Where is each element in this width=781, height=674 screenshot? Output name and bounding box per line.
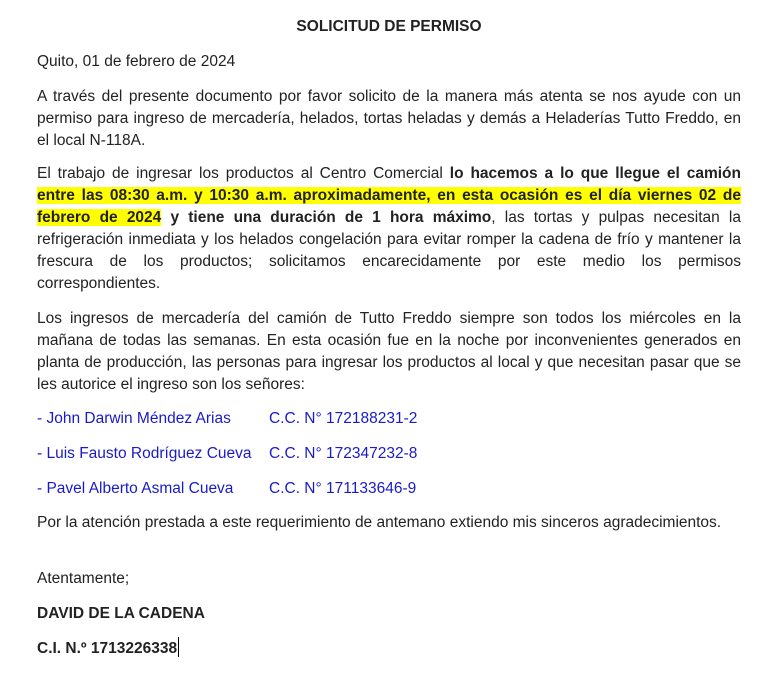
date-line: Quito, 01 de febrero de 2024 <box>37 53 236 70</box>
closing-line: Atentamente; <box>37 570 130 587</box>
person-id: C.C. N° 172347232-8 <box>269 445 418 462</box>
text-cursor <box>178 637 179 657</box>
schedule-text-rest: , las tortas y pulpas necesitan la refrigeración inmediata y los helados congelación para evitar romper la cadena de frío y mantener la frescura de los productos; solicitamos encarecidamente por este medio los permisos correspondientes. <box>37 209 741 292</box>
person-name: - Luis Fausto Rodríguez Cueva <box>37 445 252 462</box>
paragraph-entry-info: Los ingresos de mercadería del camión de Tutto Freddo siempre son todos los miércoles en la mañana de todas las semanas. En esta ocasión fue en la noche por inconvenientes generados en planta de producción, las personas para ingresar los productos al local y que necesitan pasar que se les autorice el ingreso son los señores: <box>37 310 741 393</box>
person-row <box>37 408 418 430</box>
person-id: C.C. N° 171133646-9 <box>269 480 417 497</box>
schedule-text-bold: lo hacemos a lo que llegue el camión <box>449 165 741 182</box>
person-name: - John Darwin Méndez Arias <box>37 410 231 427</box>
document-title: SOLICITUD DE PERMISO <box>296 18 482 35</box>
signer-id: C.I. N.º 1713226338 <box>37 640 178 657</box>
person-id: C.C. N° 172188231-2 <box>269 410 418 427</box>
paragraph-request: A través del presente documento por favor solicito de la manera más atenta se nos ayude con un permiso para ingreso de mercadería, helados, tortas heladas y demás a Heladerías Tutto Freddo, en el local N-118A. <box>37 88 741 149</box>
schedule-text-intro: El trabajo de ingresar los productos al Centro Comercial <box>37 165 450 182</box>
schedule-text-highlight: entre las 08:30 a.m. y 10:30 a.m. aproximadamente, en esta ocasión es el día viernes 02 de febrero de 2024 <box>37 187 741 226</box>
schedule-text-duration: y tiene una duración de 1 hora máximo <box>161 209 492 226</box>
signer-name: DAVID DE LA CADENA <box>37 605 205 622</box>
person-row <box>37 443 418 465</box>
paragraph-schedule <box>37 163 741 295</box>
person-row <box>37 478 417 500</box>
paragraph-thanks: Por la atención prestada a este requerimiento de antemano extiendo mis sinceros agradecimientos. <box>37 514 722 531</box>
person-name: - Pavel Alberto Asmal Cueva <box>37 480 234 497</box>
signer-id-line <box>37 637 741 660</box>
